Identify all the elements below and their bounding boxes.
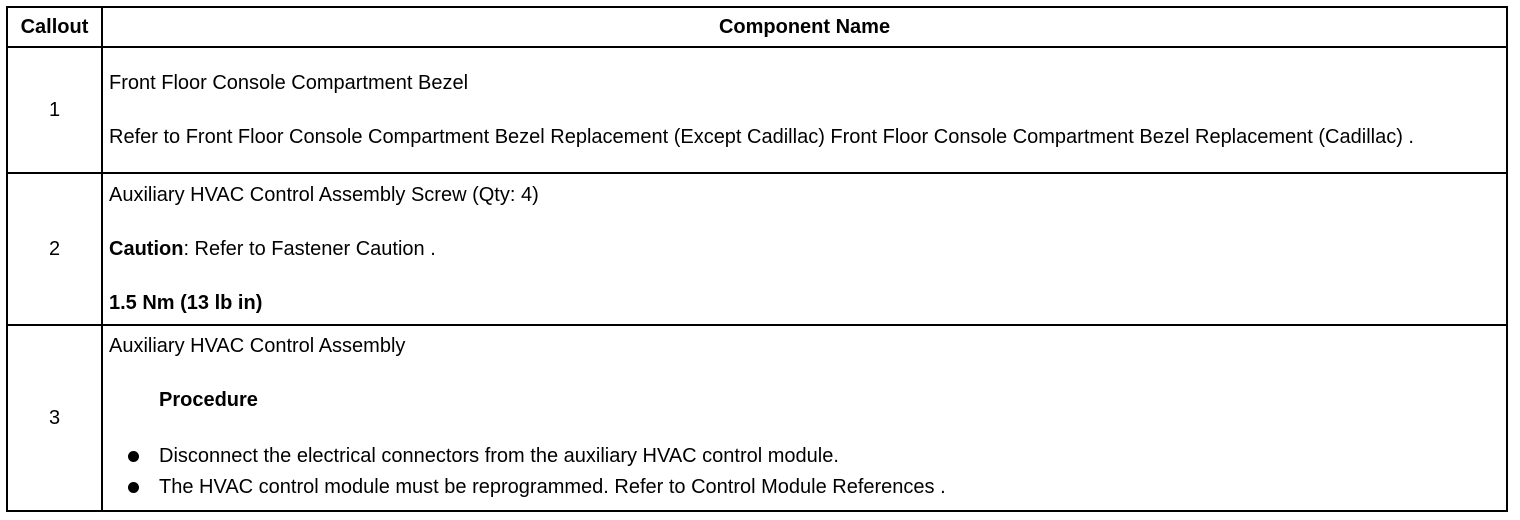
component-cell bbox=[102, 47, 1507, 173]
caution-line bbox=[109, 236, 1500, 263]
callout-number: 3 bbox=[7, 325, 102, 511]
procedure-steps bbox=[109, 441, 1500, 503]
torque-spec: 1.5 Nm (13 lb in) bbox=[109, 291, 263, 314]
table-row bbox=[7, 325, 1507, 511]
component-title: Auxiliary HVAC Control Assembly bbox=[109, 335, 406, 357]
caution-label: Caution bbox=[109, 237, 184, 260]
table-header-row bbox=[7, 7, 1507, 47]
component-table bbox=[6, 6, 1508, 512]
table-row bbox=[7, 173, 1507, 325]
list-item bbox=[109, 472, 1500, 503]
callout-number: 2 bbox=[7, 173, 102, 325]
component-title: Auxiliary HVAC Control Assembly Screw (Qty: 4) bbox=[109, 183, 539, 206]
list-item bbox=[109, 441, 1500, 472]
header-callout: Callout bbox=[7, 7, 102, 47]
callout-number: 1 bbox=[7, 47, 102, 173]
component-title: Front Floor Console Compartment Bezel bbox=[109, 71, 469, 94]
header-component-name: Component Name bbox=[102, 7, 1507, 47]
step-text: Disconnect the electrical connectors from the auxiliary HVAC control module. bbox=[159, 445, 839, 467]
procedure-heading: Procedure bbox=[159, 389, 258, 411]
table-row bbox=[7, 47, 1507, 173]
bullet-icon bbox=[128, 482, 139, 493]
bullet-icon bbox=[128, 451, 139, 462]
component-cell bbox=[102, 325, 1507, 511]
reference-note: Refer to Front Floor Console Compartment Bezel Replacement (Except Cadillac) Front Floor Console Compartment Bezel Replacement (Cadillac) . bbox=[109, 125, 1414, 148]
component-cell bbox=[102, 173, 1507, 325]
step-text: The HVAC control module must be reprogrammed. Refer to Control Module References . bbox=[159, 476, 946, 498]
caution-text: : Refer to Fastener Caution . bbox=[183, 237, 436, 260]
